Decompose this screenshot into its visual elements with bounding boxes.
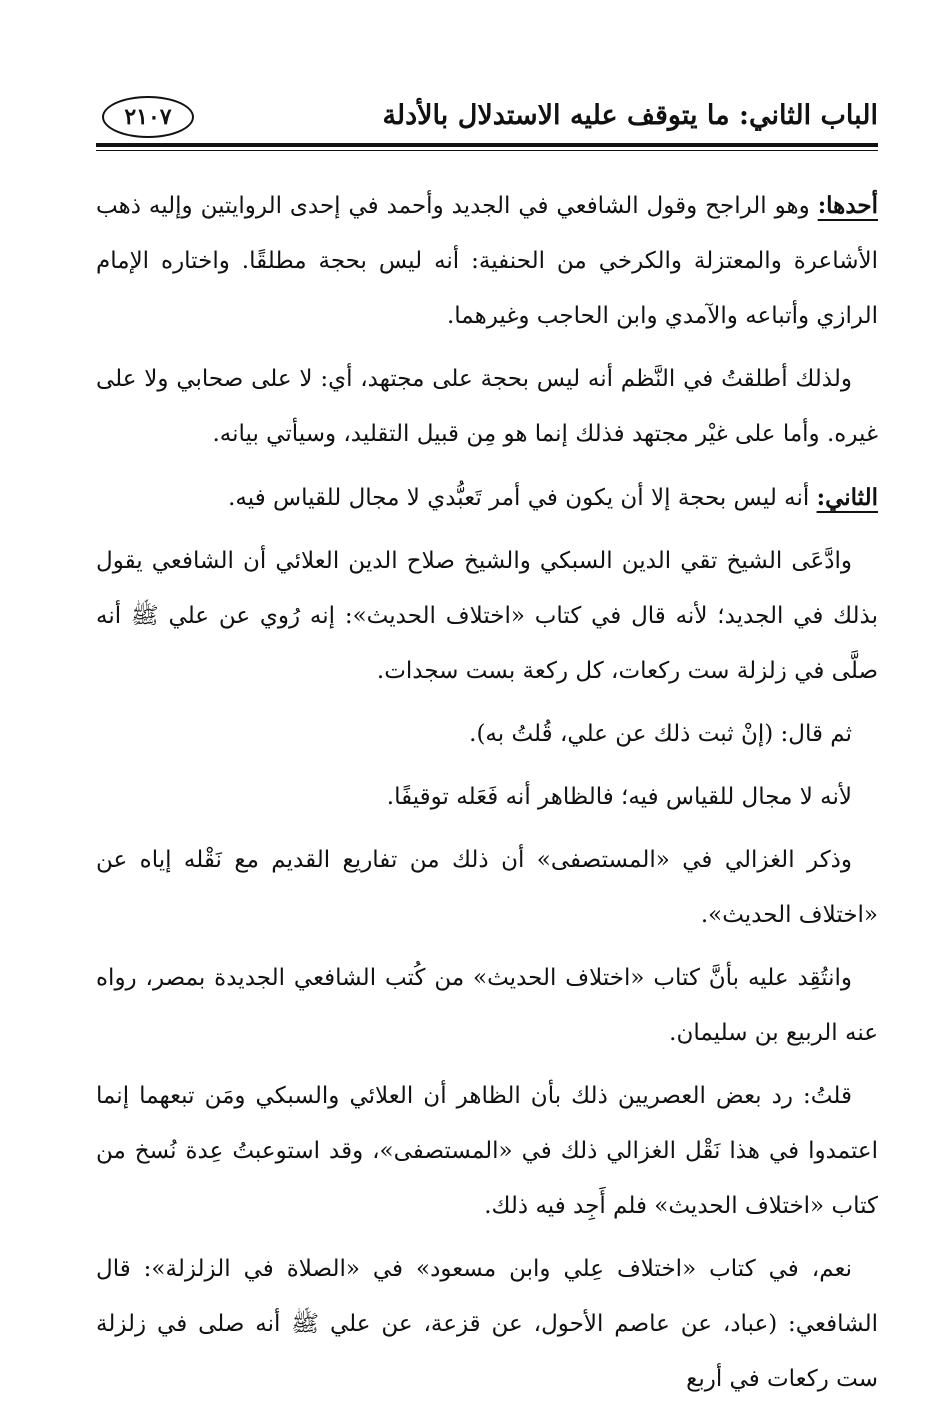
paragraph-text: وذكر الغزالي في «المستصفى» أن ذلك من تفاريع القديم مع نَقْله إياه عن «اختلاف الحديث». (96, 847, 878, 928)
paragraph-text: ولذلك أطلقتُ في النَّظم أنه ليس بحجة على مجتهد، أي: لا على صحابي ولا على غيره. وأما على غيْر مجتهد فذلك إنما هو مِن قبيل التقليد، وسيأتي بيانه. (96, 366, 878, 447)
paragraph (96, 833, 878, 943)
paragraph-text: نعم، في كتاب «اختلاف عِلي وابن مسعود» في «الصلاة في الزلزلة»: قال الشافعي: (عباد، عن عاصم الأحول، عن قزعة، عن علي ﷺ أنه صلى في زلزلة ست ركعات في أربع (96, 1256, 878, 1392)
paragraph-text: أنه ليس بحجة إلا أن يكون في أمر تَعبُّدي لا مجال للقياس فيه. (228, 485, 817, 511)
paragraph (96, 707, 878, 762)
header-rule-thick (96, 143, 878, 147)
paragraph-text: وانتُقِد عليه بأنَّ كتاب «اختلاف الحديث» من كُتب الشافعي الجديدة بمصر، رواه عنه الربيع بن سليمان. (96, 965, 878, 1046)
paragraph-label: أحدها: (817, 192, 878, 219)
page-number: ٢١٠٧ (102, 96, 194, 138)
paragraph (96, 1242, 878, 1407)
paragraph-text: لأنه لا مجال للقياس فيه؛ فالظاهر أنه فَعَله توقيفًا. (386, 784, 852, 810)
running-title: الباب الثاني: ما يتوقف عليه الاستدلال بالأدلة (382, 100, 878, 131)
paragraph-text: وهو الراجح وقول الشافعي في الجديد وأحمد في إحدى الروايتين وإليه ذهب الأشاعرة والمعتزلة والكرخي من الحنفية: أنه ليس بحجة مطلقًا. واختاره الإمام الرازي وأتباعه والآمدي وابن الحاجب وغيرهما. (96, 193, 878, 329)
paragraph-text: ثم قال: (إنْ ثبت ذلك عن علي، قُلتُ به). (469, 721, 852, 747)
paragraph-text: وادَّعَى الشيخ تقي الدين السبكي والشيخ صلاح الدين العلائي أن الشافعي يقول بذلك في الجديد؛ لأنه قال في كتاب «اختلاف الحديث»: إنه رُوي عن علي ﷺ أنه صلَّى في زلزلة ست ركعات، كل ركعة بست سجدات. (96, 548, 878, 684)
paragraph-label: الثاني: (816, 484, 878, 511)
paragraph (96, 534, 878, 699)
paragraph-text: قلتُ: رد بعض العصريين ذلك بأن الظاهر أن العلائي والسبكي ومَن تبعهما إنما اعتمدوا في هذا نَقْل الغزالي ذلك في «المستصفى»، وقد استوعبتُ عِدة نُسخ من كتاب «اختلاف الحديث» فلم أَجِد فيه ذلك. (96, 1083, 878, 1219)
paragraph (96, 770, 878, 825)
paragraph (96, 951, 878, 1061)
paragraph (96, 352, 878, 462)
body-text (96, 178, 878, 1415)
header-rule-thin (96, 150, 878, 151)
paragraph (96, 178, 878, 344)
paragraph (96, 1069, 878, 1234)
page-header (96, 94, 878, 144)
paragraph (96, 470, 878, 526)
